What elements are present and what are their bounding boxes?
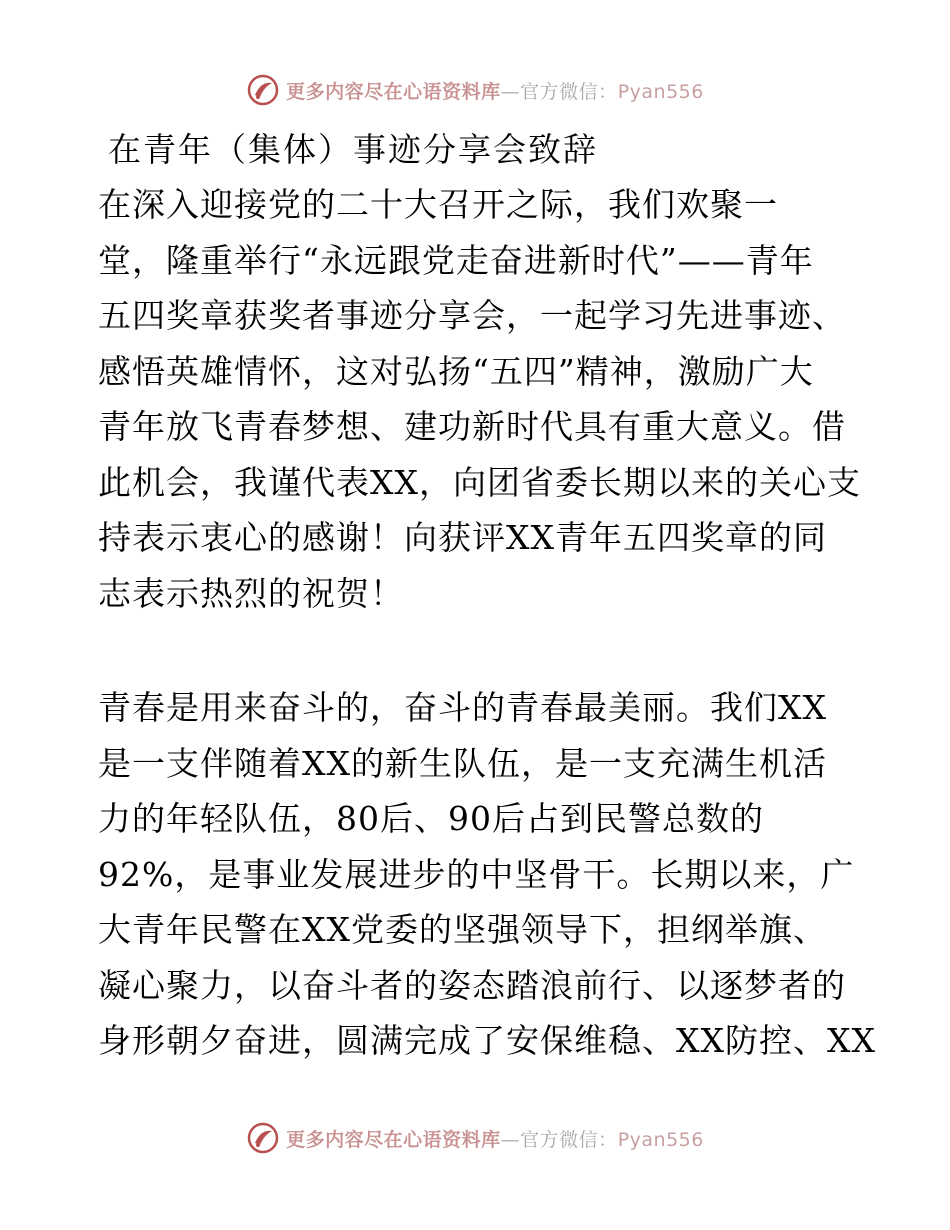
paragraph-line: 此机会，我谨代表XX，向团省委长期以来的关心支 — [98, 462, 861, 502]
watermark-text — [286, 77, 704, 104]
paragraph-line: 持表示衷心的感谢！向获评XX青年五四奖章的同 — [98, 518, 827, 557]
paragraph-line: 大青年民警在XX党委的坚强领导下，担纲举旗、 — [98, 910, 827, 949]
watermark-wechat-id: Pyan556 — [617, 1128, 704, 1151]
document-title: 在青年（集体）事迹分享会致辞 — [108, 130, 598, 169]
paragraph-line: 身形朝夕奋进，圆满完成了安保维稳、XX防控、XX — [98, 1021, 876, 1060]
paragraph-line: 青春是用来奋斗的，奋斗的青春最美丽。我们XX — [98, 688, 827, 727]
paragraph-line: 堂，隆重举行“永远跟党走奋进新时代”——青年 — [98, 240, 814, 280]
paragraph-line: 力的年轻队伍，80后、90后占到民警总数的 — [98, 799, 764, 838]
paragraph-line: 五四奖章获奖者事迹分享会，一起学习先进事迹、 — [98, 296, 846, 335]
watermark-wechat-id: Pyan556 — [617, 80, 704, 103]
footer-watermark — [0, 1118, 950, 1158]
paragraph-line: 志表示热烈的祝贺！ — [98, 573, 404, 613]
paragraph-2 — [98, 680, 876, 1069]
watermark-separator: — — [500, 1128, 521, 1151]
watermark-brand: 更多内容尽在心语资料库 — [286, 1128, 501, 1151]
watermark-separator: — — [500, 80, 521, 103]
logo-icon — [246, 1121, 280, 1155]
paragraph-line: 青年放飞青春梦想、建功新时代具有重大意义。借 — [98, 407, 846, 446]
logo-icon — [246, 73, 280, 107]
paragraph-line: 在深入迎接党的二十大召开之际，我们欢聚一 — [98, 185, 778, 224]
paragraph-line: 是一支伴随着XX的新生队伍，是一支充满生机活 — [98, 743, 827, 783]
paragraph-1 — [98, 177, 868, 621]
header-watermark — [0, 70, 950, 110]
paragraph-line: 感悟英雄情怀，这对弘扬“五四”精神，激励广大 — [98, 351, 814, 391]
paragraph-line: 凝心聚力，以奋斗者的姿态踏浪前行、以逐梦者的 — [98, 965, 846, 1005]
paragraph-line: 92%，是事业发展进步的中坚骨干。长期以来，广 — [98, 854, 855, 894]
watermark-wechat-label: 官方微信： — [520, 80, 618, 103]
watermark-text — [286, 1125, 704, 1152]
watermark-wechat-label: 官方微信： — [520, 1128, 618, 1151]
watermark-brand: 更多内容尽在心语资料库 — [286, 80, 501, 103]
